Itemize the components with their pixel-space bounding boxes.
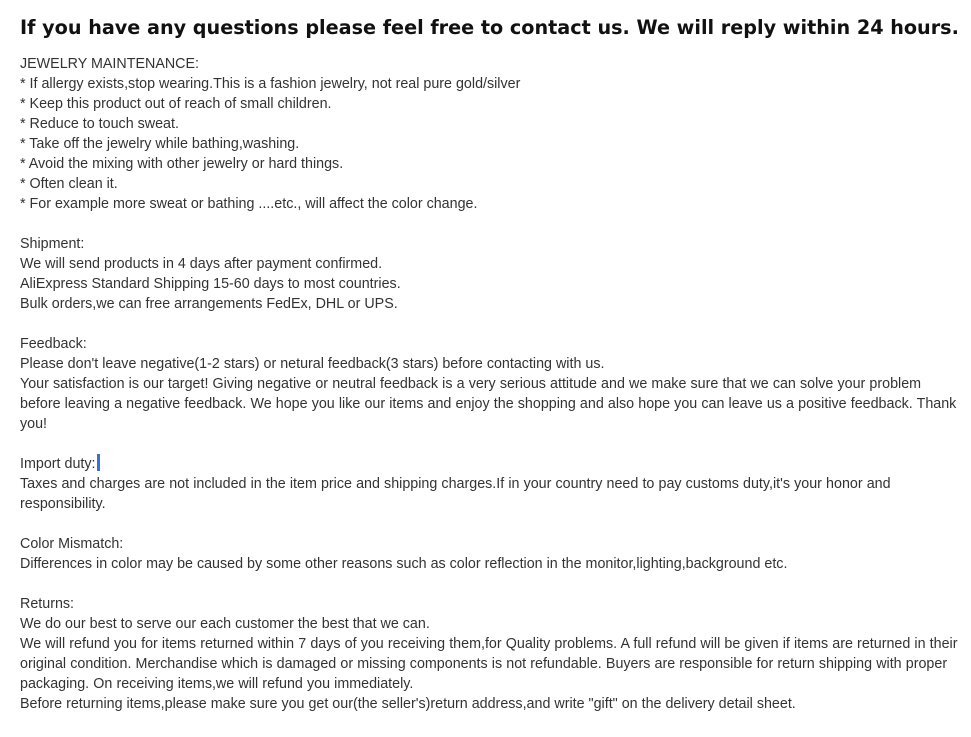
color-mismatch-title: Color Mismatch: [20,536,124,552]
color-mismatch-line: Differences in color may be caused by some other reasons such as color reflection in the monitor,lighting,background etc. [20,556,788,572]
text-cursor [97,454,100,471]
policy-document [20,14,960,714]
returns-line: Before returning items,please make sure you get our(the seller's)return address,and write "gift" on the delivery detail sheet. [20,696,796,712]
maintenance-item: * Keep this product out of reach of small children. [20,96,332,112]
returns-line: We do our best to serve our each customer the best that we can. [20,616,430,632]
shipment-line: Bulk orders,we can free arrangements FedEx, DHL or UPS. [20,296,398,312]
maintenance-title: JEWELRY MAINTENANCE: [20,56,200,72]
color-mismatch-section [20,534,960,574]
returns-section [20,594,960,714]
feedback-section [20,334,960,434]
import-duty-paragraph: Taxes and charges are not included in the item price and shipping charges.If in your country need to pay customs duty,it's your honor and responsibility. [20,476,891,512]
import-duty-section [20,454,960,514]
maintenance-item: * Take off the jewelry while bathing,washing. [20,136,300,152]
feedback-title: Feedback: [20,336,87,352]
policy-body [20,54,960,714]
shipment-line: We will send products in 4 days after payment confirmed. [20,256,383,272]
maintenance-item: * If allergy exists,stop wearing.This is a fashion jewelry, not real pure gold/silver [20,76,521,92]
maintenance-item: * Reduce to touch sweat. [20,116,179,132]
feedback-paragraph: Your satisfaction is our target! Giving negative or neutral feedback is a very serious attitude and we make sure that we can solve your problem before leaving a negative feedback. We hope you like our items and enjoy the shopping and also hope you can leave us a positive feedback. Thank you! [20,376,957,432]
contact-heading: If you have any questions please feel free to contact us. We will reply within 24 hours. [20,16,959,39]
maintenance-item: * For example more sweat or bathing ....etc., will affect the color change. [20,196,478,212]
maintenance-item: * Often clean it. [20,176,118,192]
feedback-line: Please don't leave negative(1-2 stars) or netural feedback(3 stars) before contacting with us. [20,356,605,372]
shipment-section [20,234,960,314]
import-duty-title-row [20,454,960,474]
maintenance-section [20,54,960,214]
maintenance-item: * Avoid the mixing with other jewelry or hard things. [20,156,344,172]
import-duty-title: Import duty: [20,456,96,472]
returns-paragraph: We will refund you for items returned within 7 days of you receiving them,for Quality problems. A full refund will be given if items are returned in their original condition. Merchandise which is damaged or missing components is not refundable. Buyers are responsible for return shipping with proper packaging. On receiving items,we will refund you immediately. [20,636,958,692]
shipment-title: Shipment: [20,236,85,252]
returns-title: Returns: [20,596,75,612]
shipment-line: AliExpress Standard Shipping 15-60 days to most countries. [20,276,401,292]
